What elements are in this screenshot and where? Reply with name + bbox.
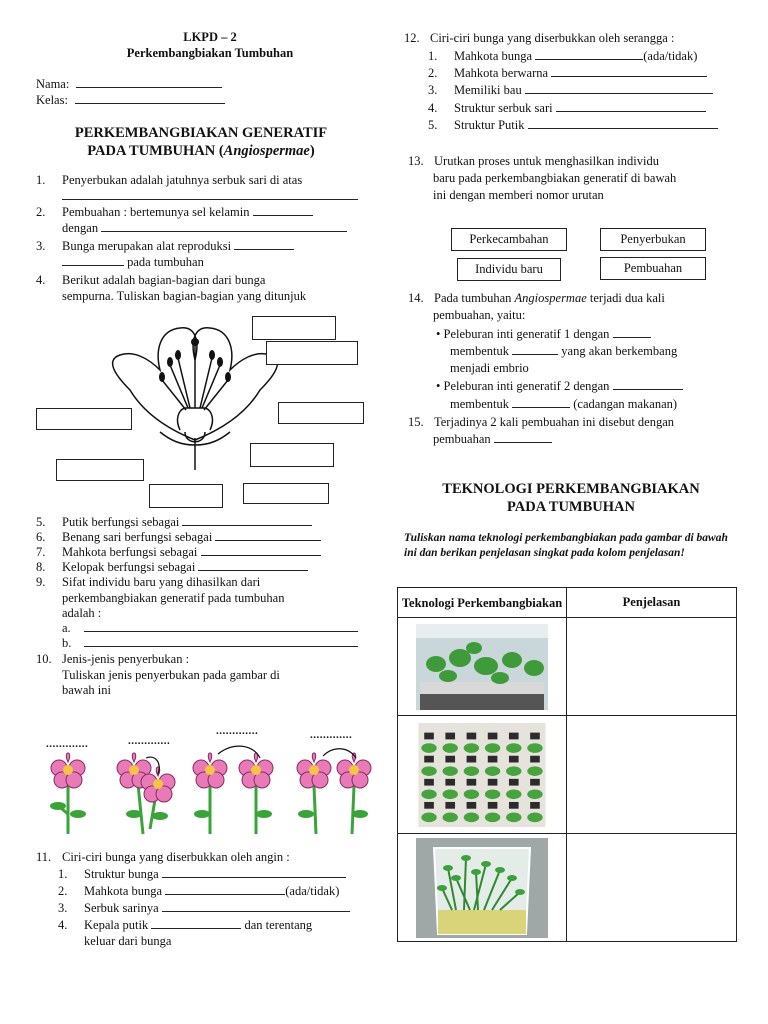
question-13: 13. Urutkan proses untuk menghasilkan individu <box>408 154 659 168</box>
process-box-individu-baru[interactable]: Individu baru <box>457 258 561 281</box>
answer-11-2[interactable] <box>165 884 285 895</box>
label-box-7[interactable] <box>149 484 223 508</box>
q14-bullet-1: • Peleburan inti generatif 1 dengan <box>436 326 651 342</box>
question-11: 11. Ciri-ciri bunga yang diserbukkan oleh angin : <box>36 850 290 864</box>
col-penjelasan: Penjelasan <box>567 588 737 618</box>
question-6: 6. Benang sari berfungsi sebagai <box>36 529 321 545</box>
answer-2a[interactable] <box>253 205 313 216</box>
label-box-3[interactable] <box>278 402 364 424</box>
question-8: 8. Kelopak berfungsi sebagai <box>36 559 308 575</box>
answer-14-1a[interactable] <box>613 327 651 338</box>
answer-11-3[interactable] <box>162 901 350 912</box>
answer-14-2b[interactable] <box>512 397 570 408</box>
answer-12-4[interactable] <box>556 101 706 112</box>
pollination-illustration <box>38 744 378 840</box>
worksheet-code: LKPD – 2 <box>183 30 237 44</box>
label-box-6[interactable] <box>56 459 144 481</box>
q11-item-1: 1. Struktur bunga <box>58 866 346 882</box>
answer-12-3[interactable] <box>525 83 713 94</box>
q12-item-4: 4. Struktur serbuk sari <box>428 100 706 116</box>
nama-label: Nama: <box>36 77 70 91</box>
question-5: 5. Putik berfungsi sebagai <box>36 514 312 530</box>
explanation-cell-1[interactable] <box>567 618 737 716</box>
answer-12-5[interactable] <box>528 118 718 129</box>
label-box-4[interactable] <box>36 408 132 430</box>
question-4: 4. Berikut adalah bagian-bagian dari bunga <box>36 273 266 287</box>
answer-12-2[interactable] <box>551 66 707 77</box>
hydroponic-photo <box>416 624 548 710</box>
question-12: 12. Ciri-ciri bunga yang diserbukkan oleh serangga : <box>404 31 675 45</box>
process-box-penyerbukan[interactable]: Penyerbukan <box>600 228 706 251</box>
nama-row <box>36 76 222 92</box>
q11-item-2: 2. Mahkota bunga (ada/tidak) <box>58 884 340 898</box>
label-box-8[interactable] <box>243 483 329 504</box>
question-9: 9. Sifat individu baru yang dihasilkan dari <box>36 575 261 589</box>
answer-14-2a[interactable] <box>613 379 683 390</box>
answer-15[interactable] <box>494 432 552 443</box>
technology-table <box>397 587 737 942</box>
nama-field[interactable] <box>76 77 222 88</box>
q14-bullet-2: • Peleburan inti generatif 2 dengan <box>436 378 683 394</box>
pollination-blank-4[interactable]: ............. <box>310 729 353 741</box>
label-box-5[interactable] <box>250 443 334 467</box>
tech-photo-cell-2 <box>398 716 567 834</box>
tech-photo-cell-1 <box>398 618 567 716</box>
q12-item-3: 3. Memiliki bau <box>428 82 713 98</box>
process-box-perkecambahan[interactable]: Perkecambahan <box>451 228 567 251</box>
answer-11-1[interactable] <box>162 867 346 878</box>
question-15: 15. Terjadinya 2 kali pembuahan ini disebut dengan <box>408 415 675 429</box>
q11-item-3: 3. Serbuk sarinya <box>58 900 350 916</box>
answer-14-1b[interactable] <box>512 344 558 355</box>
explanation-cell-2[interactable] <box>567 716 737 834</box>
label-box-2[interactable] <box>266 341 358 365</box>
answer-7[interactable] <box>201 545 321 556</box>
vertical-garden-photo <box>416 723 548 827</box>
question-10: 10. Jenis-jenis penyerbukan : <box>36 652 190 666</box>
kelas-label: Kelas: <box>36 93 68 107</box>
tech-photo-cell-3 <box>398 834 567 942</box>
section1-title: PERKEMBANGBIAKAN GENERATIF PADA TUMBUHAN (Angiospermae) <box>74 125 328 159</box>
answer-6[interactable] <box>215 530 321 541</box>
pollination-blank-1[interactable]: ............. <box>46 738 89 750</box>
answer-3b[interactable] <box>62 255 124 266</box>
answer-5[interactable] <box>182 515 312 526</box>
q12-item-5: 5. Struktur Putik <box>428 117 718 133</box>
q11-item-4: 4. Kepala putik dan terentang <box>58 918 313 932</box>
explanation-cell-3[interactable] <box>567 834 737 942</box>
pollination-blank-2[interactable]: ............. <box>128 735 171 747</box>
question-7: 7. Mahkota berfungsi sebagai <box>36 544 321 560</box>
question-1: 1. Penyerbukan adalah jatuhnya serbuk sari di atas <box>36 173 303 187</box>
tissue-culture-photo <box>416 838 548 938</box>
question-2: 2. Pembuahan : bertemunya sel kelamin <box>36 204 313 220</box>
pollination-blank-3[interactable]: ............. <box>216 725 259 737</box>
worksheet-subtitle: Perkembangbiakan Tumbuhan <box>126 46 294 60</box>
section2-title: TEKNOLOGI PERKEMBANGBIAKAN PADA TUMBUHAN <box>442 481 700 515</box>
answer-9a[interactable] <box>84 621 358 632</box>
process-box-pembuahan[interactable]: Pembuahan <box>600 257 706 280</box>
col-teknologi: Teknologi Perkembangbiakan <box>398 588 567 618</box>
question-3: 3. Bunga merupakan alat reproduksi <box>36 238 294 254</box>
question-14: 14. Pada tumbuhan Angiospermae terjadi dua kali <box>408 291 665 305</box>
q12-item-1: 1. Mahkota bunga (ada/tidak) <box>428 49 698 63</box>
answer-9b[interactable] <box>84 636 358 647</box>
kelas-row <box>36 92 225 108</box>
kelas-field[interactable] <box>75 93 225 104</box>
answer-11-4[interactable] <box>151 918 241 929</box>
label-box-1[interactable] <box>252 316 336 340</box>
q12-item-2: 2. Mahkota berwarna <box>428 65 707 81</box>
answer-12-1[interactable] <box>535 49 643 60</box>
answer-1[interactable] <box>62 189 358 200</box>
answer-8[interactable] <box>198 560 308 571</box>
answer-2b[interactable] <box>101 221 347 232</box>
answer-3a[interactable] <box>234 239 294 250</box>
section2-instruction: Tuliskan nama teknologi perkembangbiakan pada gambar di bawah ini dan berikan penjelasan singkat pada kolom penjelasan! <box>404 532 728 559</box>
